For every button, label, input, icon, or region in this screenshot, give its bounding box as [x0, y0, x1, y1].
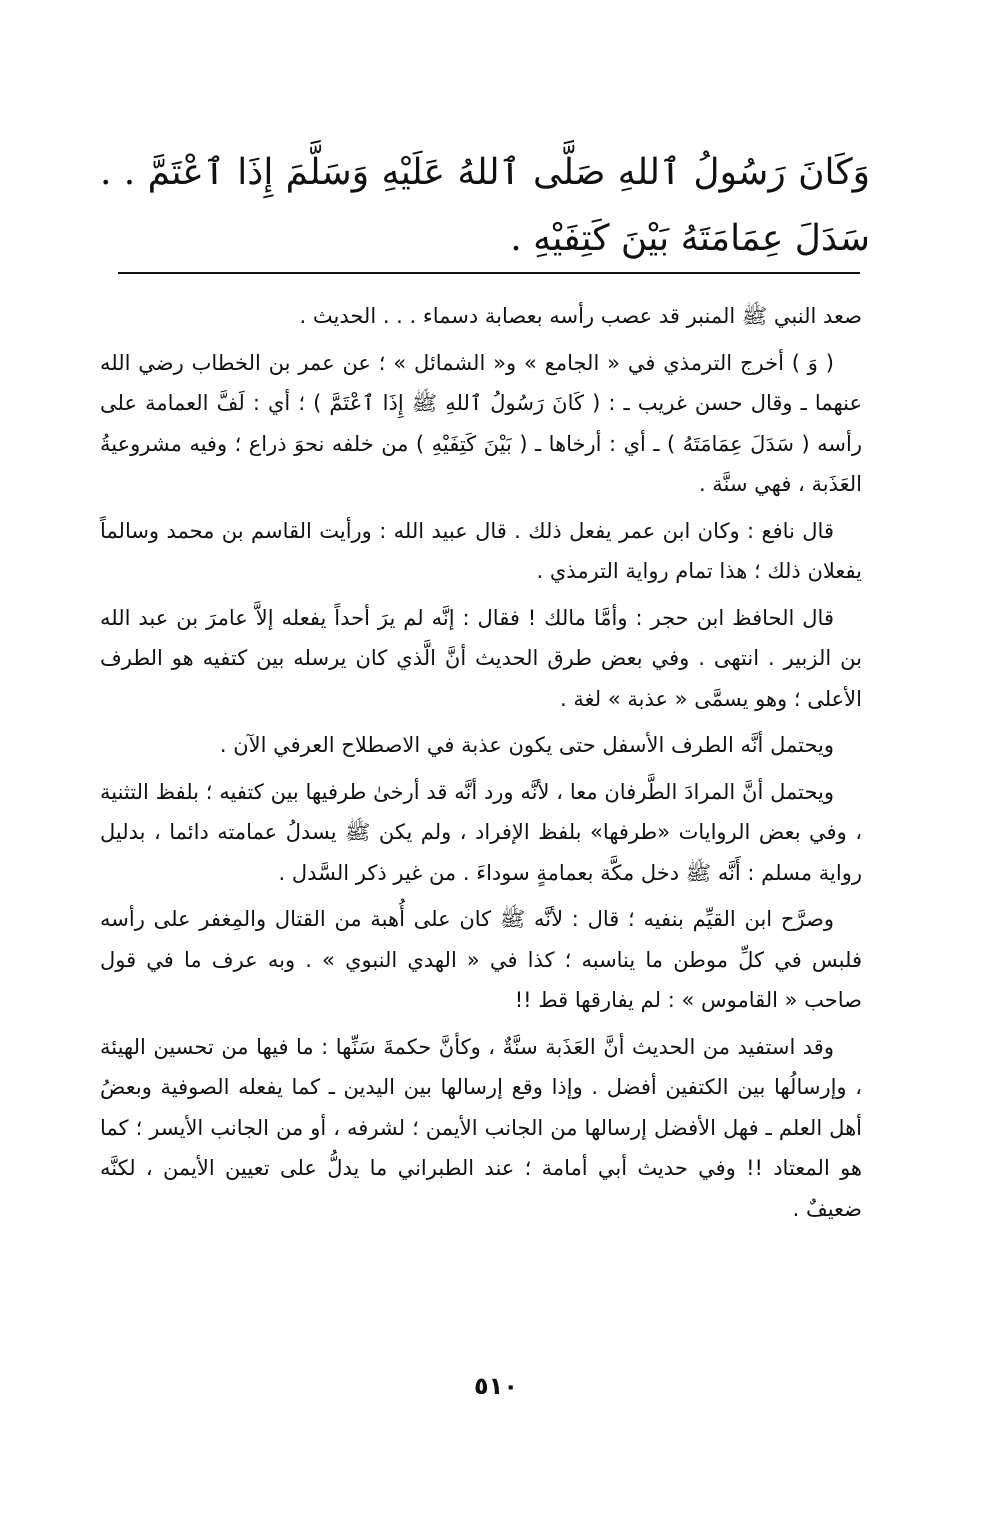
commentary-paragraph-6: ويحتمل أنَّ المرادَ الطَّرفان معا ، لأنَّه ورد أنَّه قد أرخىٰ طرفيها بين كتفيه ؛ بلفظ التثنية ، وفي بعض الروايات «طرفها» بلفظ الإفراد ، ولم يكن ﷺ يسدلُ عمامته دائما ، بدليل رواية مسلم : أَنَّه ﷺ دخل مكَّة بعمامةٍ سوداءَ . من غير ذكر السَّدل . — [100, 779, 862, 885]
commentary-paragraph-2: ( وَ ) أخرج الترمذي في « الجامع » و« الشمائل » ؛ عن عمر بن الخطاب رضي الله عنهما ـ وقال حسن غريب ـ : ( كَانَ رَسُولُ ٱللهِ ﷺ إِذَا ٱعْتَمَّ ) ؛ أي : لَفَّ العمامة على رأسه ( سَدَلَ عِمَامَتَهُ ) ـ أي : أرخاها ـ ( بَيْنَ كَتِفَيْهِ ) من خلفه نحوَ ذراع ؛ وفيه مشروعيةُ العَذَبة ، فهي سنَّة . — [100, 350, 862, 496]
commentary-paragraph-8: وقد استفيد من الحديث أنَّ العَذَبة سنَّةٌ ، وكأنَّ حكمةَ سَنِّها : ما فيها من تحسين الهيئة ، وإرسالُها بين الكتفين أفضل . وإذا وقع إرسالها بين اليدين ـ كما يفعله الصوفية وبعضُ أهل العلم ـ فهل الأفضل إرسالها من الجانب الأيمن ؛ لشرفه ، أو من الجانب الأيسر ؛ كما هو المعتاد !! وفي حديث أبي أمامة ؛ عند الطبراني ما يدلُّ على تعيين الأيمن ، لكنَّه ضعيفٌ . — [100, 1034, 862, 1221]
footnote-separator-line — [118, 272, 860, 274]
hadith-main-text: وَكَانَ رَسُولُ ٱللهِ صَلَّى ٱللهُ عَلَيْهِ وَسَلَّمَ إِذَا ٱعْتَمَّ . . سَدَلَ عِمَامَتَهُ بَيْنَ كَتِفَيْهِ . — [100, 152, 870, 259]
commentary-paragraph-5: ويحتمل أنَّه الطرف الأسفل حتى يكون عذبة في الاصطلاح العرفي الآن . — [219, 733, 834, 757]
commentary-section — [100, 296, 862, 1235]
commentary-paragraph-4: قال الحافظ ابن حجر : وأمَّا مالك ! فقال : إنَّه لم يرَ أحداً يفعله إلاَّ عامرَ بن عبد الله بن الزبير . انتهى . وفي بعض طرق الحديث أنَّ الَّذي كان يرسله بين كتفيه هو الطرف الأعلى ؛ وهو يسمَّى « عذبة » لغة . — [100, 605, 862, 711]
commentary-paragraph-1: صعد النبي ﷺ المنبر قد عصب رأسه بعصابة دسماء . . . الحديث . — [299, 304, 862, 328]
commentary-paragraph-7: وصرَّح ابن القيِّم بنفيه ؛ قال : لأنَّه ﷺ كان على أُهبة من القتال والمِغفر على رأسه فلبس في كلِّ موطن ما يناسبه ؛ كذا في « الهدي النبوي » . وبه عرف ما في قول صاحب « القاموس » : لم يفارقها قط !! — [100, 907, 862, 1012]
page-number: ٥١٠ — [474, 1372, 518, 1400]
commentary-paragraph-3: قال نافع : وكان ابن عمر يفعل ذلك . قال عبيد الله : ورأيت القاسم بن محمد وسالماً يفعلان ذلك ؛ هذا تمام رواية الترمذي . — [100, 518, 862, 583]
